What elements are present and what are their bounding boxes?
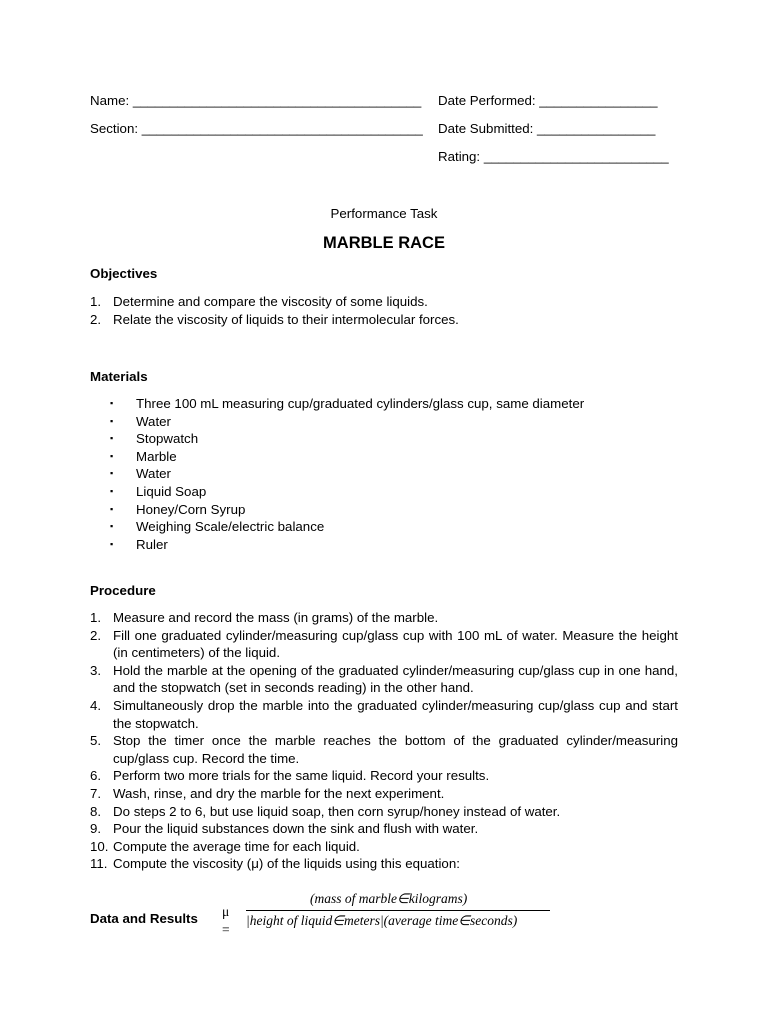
bullet-icon: ▪ [110,485,114,496]
item-text: Ruler [136,536,168,552]
section-field[interactable]: Section: ______________________________________ [90,121,423,136]
item-number: 1. [90,294,102,309]
list-item [90,627,678,662]
materials-list [110,395,584,553]
list-item [90,732,678,767]
item-text: Weighing Scale/electric balance [136,519,325,535]
date-performed-field[interactable]: Date Performed: ________________ [438,93,658,108]
item-number: 6. [90,768,102,784]
item-text: Compute the average time for each liquid. [113,838,360,854]
list-item [110,501,584,519]
equation-denominator: |height of liquid∈meters|(average time∈seconds) [246,913,518,928]
item-text: Measure and record the mass (in grams) of the marble. [113,610,439,625]
item-text: Water [136,466,171,482]
item-text: Perform two more trials for the same liquid. Record your results. [113,768,490,784]
bullet-icon: ▪ [110,468,114,479]
list-item [90,311,678,329]
item-number: 11. [90,856,108,872]
item-number: 2. [90,627,102,643]
item-number: 5. [90,733,102,749]
bullet-icon: ▪ [110,538,114,549]
item-number: 2. [90,311,102,327]
list-item [90,820,678,838]
bullet-icon: ▪ [110,503,114,514]
list-item [90,803,678,821]
equation-numerator: (mass of marble∈kilograms) [310,891,468,906]
procedure-heading: Procedure [90,583,156,598]
bullet-icon: ▪ [110,415,114,426]
list-item [110,395,584,413]
list-item [90,838,678,856]
item-number: 9. [90,821,102,837]
name-field[interactable]: Name: _______________________________________ [90,93,422,108]
item-number: 8. [90,803,102,819]
list-item [90,767,678,785]
date-submitted-field[interactable]: Date Submitted: ________________ [438,121,656,136]
objectives-heading: Objectives [90,266,158,281]
list-item [90,609,678,627]
item-text: Determine and compare the viscosity of some liquids. [113,294,428,309]
item-number: 10. [90,838,109,854]
item-number: 7. [90,785,102,801]
fraction-bar [246,910,550,911]
item-text: Fill one graduated cylinder/measuring cup/glass cup with 100 mL of water. Measure the height (in centimeters) of the liquid. [113,627,678,661]
list-item [90,855,678,873]
item-text: Liquid Soap [136,483,207,499]
item-text: Hold the marble at the opening of the graduated cylinder/measuring cup/glass cup in one hand, and the stopwatch (set in seconds reading) in the other hand. [113,662,678,696]
bullet-icon: ▪ [110,398,114,408]
list-item [110,430,584,448]
list-item [110,465,584,483]
page-title: MARBLE RACE [323,234,445,252]
item-text: Compute the viscosity (μ) of the liquids using this equation: [113,856,460,872]
list-item [110,413,584,431]
item-number: 4. [90,697,102,713]
objectives-list [90,293,678,328]
item-text: Wash, rinse, and dry the marble for the next experiment. [113,785,445,801]
item-text: Water [136,413,171,429]
list-item [110,448,584,466]
item-text: Three 100 mL measuring cup/graduated cylinders/glass cup, same diameter [136,396,585,411]
list-item [110,518,584,536]
item-text: Honey/Corn Syrup [136,501,246,517]
bullet-icon: ▪ [110,433,114,444]
item-text: Pour the liquid substances down the sink and flush with water. [113,821,479,837]
list-item [110,483,584,501]
item-number: 1. [90,610,102,625]
item-text: Stopwatch [136,431,199,447]
list-item [90,785,678,803]
list-item [90,662,678,697]
rating-field[interactable]: Rating: _________________________ [438,149,669,164]
task-label: Performance Task [330,206,438,221]
procedure-list [90,609,678,873]
list-item [110,536,584,554]
bullet-icon: ▪ [110,450,114,461]
item-text: Stop the timer once the marble reaches the bottom of the graduated cylinder/measuring cup/glass cup. Record the time. [113,733,678,766]
item-text: Do steps 2 to 6, but use liquid soap, then corn syrup/honey instead of water. [113,803,561,819]
equation-lhs: μ = [222,904,230,937]
list-item [90,293,678,311]
item-text: Relate the viscosity of liquids to their intermolecular forces. [113,311,459,327]
bullet-icon: ▪ [110,521,114,532]
item-text: Marble [136,448,177,464]
list-item [90,697,678,732]
data-results-heading: Data and Results [90,911,198,926]
materials-heading: Materials [90,369,148,384]
item-text: Simultaneously drop the marble into the graduated cylinder/measuring cup/glass cup and start the stopwatch. [113,697,678,731]
item-number: 3. [90,662,102,678]
